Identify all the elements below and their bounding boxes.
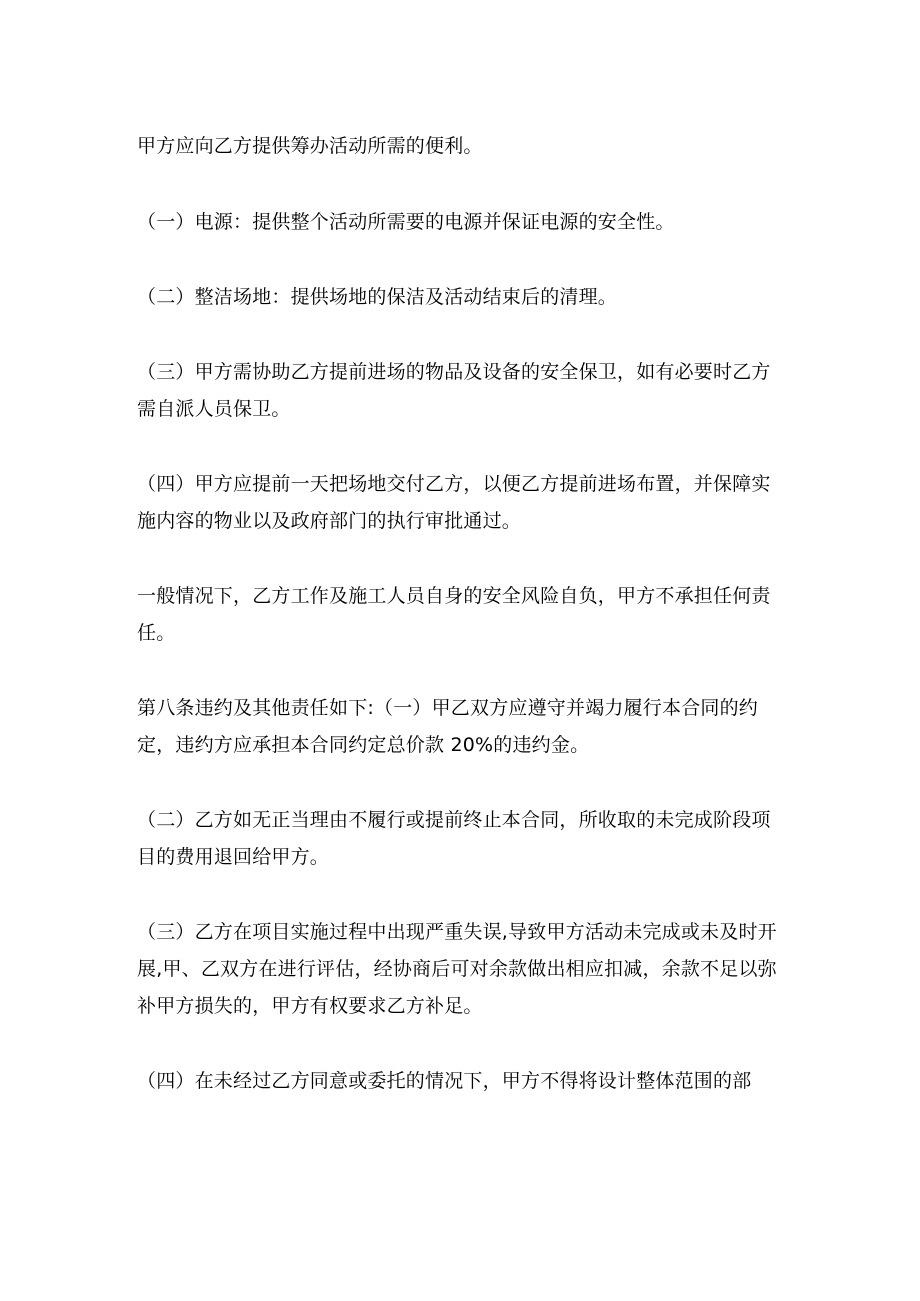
paragraph-clean-venue: （二）整洁场地：提供场地的保洁及活动结束后的清理。 (137, 286, 618, 308)
paragraph-termination-refund: （二）乙方如无正当理由不履行或提前终止本合同，所收取的未完成阶段项目的费用退回给甲方。 (137, 809, 771, 868)
paragraph-safety-risk: 一般情况下，乙方工作及施工人员自身的安全风险自负，甲方不承担任何责任。 (137, 585, 771, 644)
paragraph-venue-handover: （四）甲方应提前一天把场地交付乙方，以便乙方提前进场布置，并保障实施内容的物业以及政府部门的执行审批通过。 (137, 473, 771, 532)
paragraph-security-assistance: （三）甲方需协助乙方提前进场的物品及设备的安全保卫，如有必要时乙方需自派人员保卫。 (137, 361, 771, 420)
document-body (137, 128, 787, 1100)
paragraph-facilities-intro: 甲方应向乙方提供筹办活动所需的便利。 (137, 135, 483, 157)
paragraph-serious-error: （三）乙方在项目实施过程中出现严重失误,导致甲方活动未完成或未及时开展,甲、乙双方在进行评估，经协商后可对余款做出相应扣减，余款不足以弥补甲方损失的，甲方有权要求乙方补足。 (137, 921, 777, 1017)
paragraph-article-eight: 第八条违约及其他责任如下:（一）甲乙双方应遵守并竭力履行本合同的约定，违约方应承担本合同约定总价款 20%的违约金。 (137, 697, 759, 756)
paragraph-design-scope: （四）在未经过乙方同意或委托的情况下，甲方不得将设计整体范围的部 (137, 1070, 752, 1092)
paragraph-power-supply: （一）电源：提供整个活动所需要的电源并保证电源的安全性。 (137, 211, 675, 233)
